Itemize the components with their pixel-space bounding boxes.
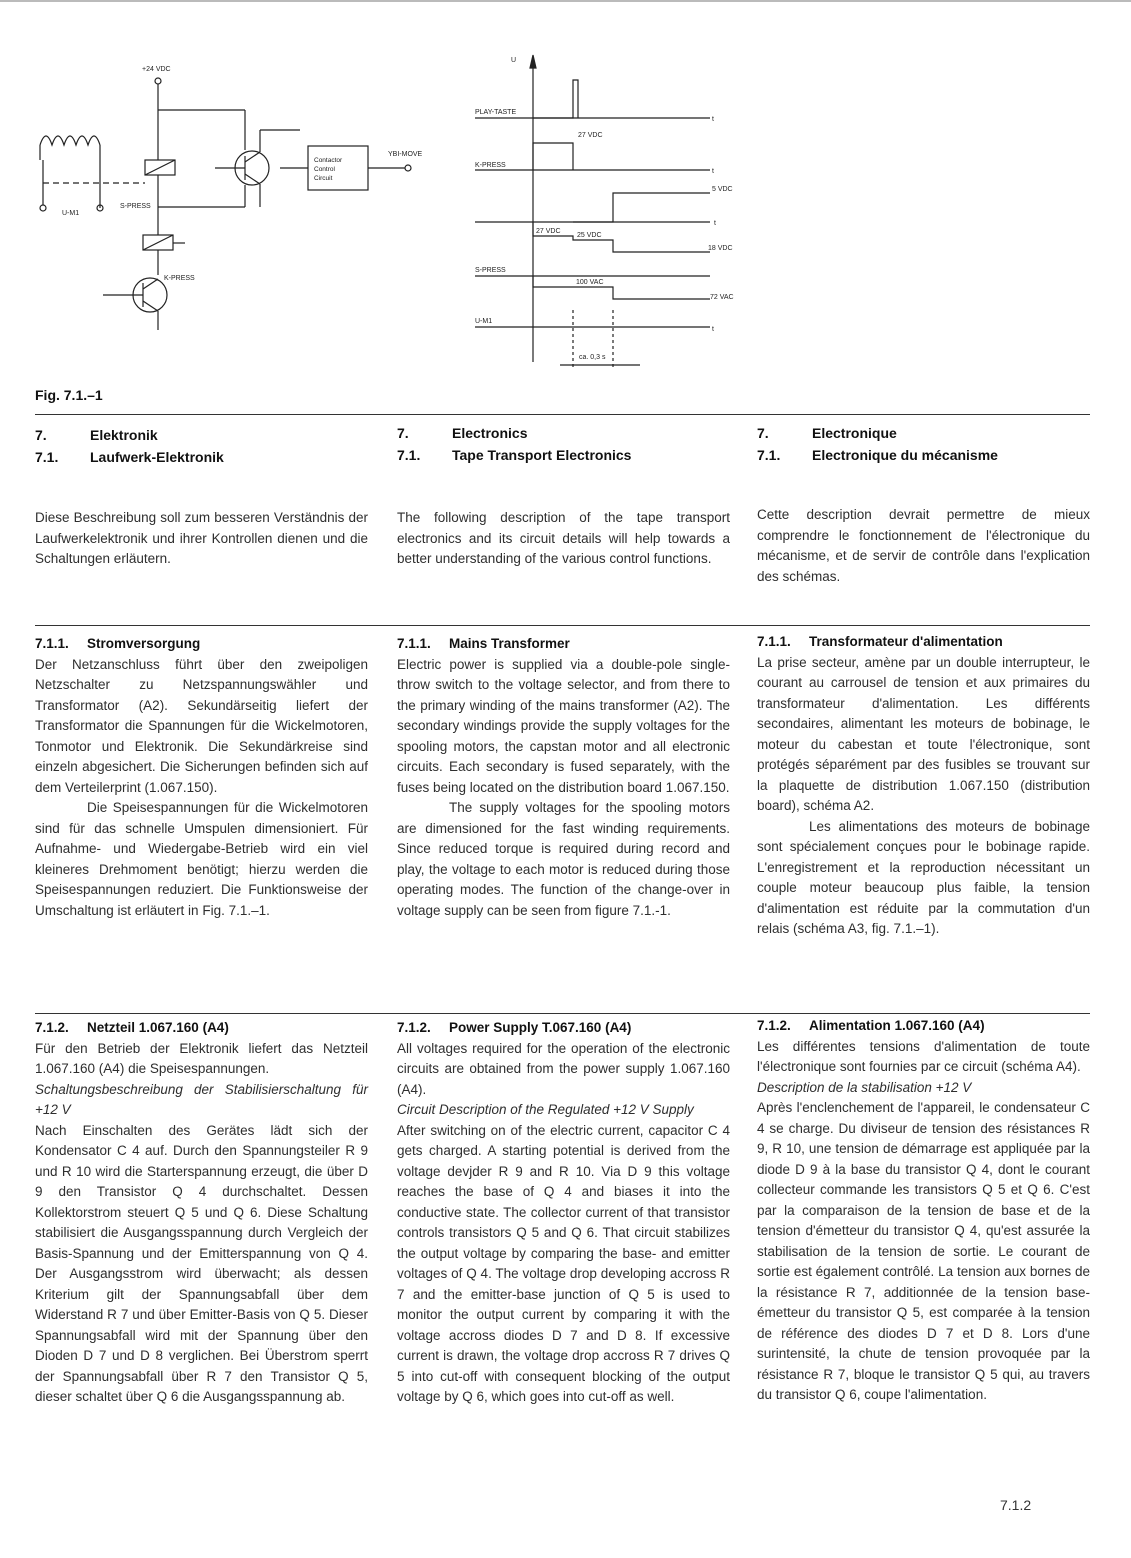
intro-en (397, 508, 730, 570)
heading-fr-num-2: 7.1. (757, 447, 781, 463)
heading-en (397, 422, 631, 466)
heading-fr-title-2: Electronique du mécanisme (812, 447, 998, 463)
section-711-de-p2: Die Speisespannungen für die Wickelmotoren sind für das schnelle Umspulen dimensioniert. Für Aufnahme- und Wiedergabe-Betrieb wird ein viel kleineres Drehmoment benötigt; hierzu werden die Speisespannungen reduziert. Die Funktionsweise der Umschaltung ist erläutert in Fig. 7.1.–1. (35, 800, 368, 918)
section-711-en (397, 634, 730, 921)
section-712-en-sub: Circuit Description of the Regulated +12 V Supply (397, 1102, 694, 1117)
level-5vdc: 5 VDC (712, 186, 733, 193)
k-press-label: K-PRESS (164, 275, 195, 282)
level-25vdc: 25 VDC (577, 232, 602, 239)
rule-711 (35, 625, 1090, 626)
section-712-fr (757, 1016, 1090, 1406)
heading-fr-title-1: Electronique (812, 425, 897, 441)
section-712-fr-p2: Après l'enclenchement de l'appareil, le condensateur C 4 se charge. Du diviseur de tension des résistances R 9, R 10, une tension de démarrage est appliquée par la diode D 9 à la base du transistor Q 4, dont le courant collecteur commande les transistors Q 5 et Q 6. C'est par la comparaison de la tension de base et de la tension d'émetteur du transistor Q 4, qu'est assurée la stabilisation de la tension de sortie. Le courant de sortie est également contrôlé. La tension aux bornes de la résistance R 7, additionnée de la tension base-émetteur du transistor Q 5, est comparée à la tension de référence des diodes D 7 et D 8. Lors d'une surintensité, la chute de tension provoquée par la résistance R 7, bloque le transistor Q 5 qui, au travers du transistor Q 6, coupe l'alimentation. (757, 1100, 1090, 1402)
rule-712 (35, 1013, 1090, 1014)
heading-en-num-1: 7. (397, 425, 409, 441)
ybi-label: YBI-MOVE (388, 151, 423, 158)
level-18vdc: 18 VDC (708, 245, 733, 252)
section-711-de-num: 7.1.1. (35, 636, 69, 651)
timing-diagram (475, 55, 710, 368)
t-label-4: t (712, 326, 714, 333)
section-712-de-title: Netzteil 1.067.160 (A4) (87, 1020, 229, 1035)
section-712-en-title: Power Supply T.067.160 (A4) (449, 1020, 632, 1035)
signal-play: PLAY-TASTE (475, 109, 517, 116)
section-711-fr-title: Transformateur d'alimentation (809, 634, 1003, 649)
circuit-schematic (40, 78, 411, 330)
section-712-de-p1: Für den Betrieb der Elektronik liefert das Netzteil 1.067.160 (A4) die Speisespannungen. (35, 1040, 368, 1076)
section-712-en-num: 7.1.2. (397, 1020, 431, 1035)
signal-s-press: S-PRESS (475, 267, 506, 274)
section-711-en-num: 7.1.1. (397, 636, 431, 651)
section-712-de-num: 7.1.2. (35, 1020, 69, 1035)
s-press-label: S-PRESS (120, 203, 151, 210)
section-712-fr-sub: Description de la stabilisation +12 V (757, 1079, 972, 1095)
supply-label: +24 VDC (142, 66, 171, 73)
box-line-2: Control (314, 166, 335, 173)
u-axis-label: U (511, 57, 517, 64)
rule-top (35, 414, 1090, 415)
box-line-1: Contactor (314, 157, 343, 164)
heading-de-num-1: 7. (35, 427, 47, 443)
heading-en-title-1: Electronics (452, 425, 528, 441)
heading-en-title-2: Tape Transport Electronics (452, 447, 632, 463)
section-711-de-p1: Der Netzanschluss führt über den zweipoligen Netzschalter zu Netzspannungswähler und Transformator (A2). Sekundärseitig liefert der Transformator die Spannungen für die Wickelmotoren, Tonmotor und Elektronik. Die Sekundärkreise sind einzeln abgesichert. Die Sicherungen befinden sich auf dem Verteilerprint (1.067.150). (35, 656, 368, 795)
section-712-en (397, 1018, 730, 1408)
section-712-de-sub: Schaltungsbeschreibung der Stabilisierschaltung für +12 V (35, 1081, 368, 1117)
page-number: 7.1.2 (1000, 1497, 1032, 1513)
figure-caption: Fig. 7.1.–1 (35, 387, 103, 403)
section-711-de (35, 634, 368, 921)
heading-de-title-1: Elektronik (90, 427, 158, 443)
section-712-fr-title: Alimentation 1.067.160 (A4) (809, 1018, 985, 1033)
intro-fr (757, 505, 1090, 587)
section-711-fr-num: 7.1.1. (757, 634, 791, 649)
level-72vac: 72 VAC (710, 294, 734, 301)
heading-de (35, 424, 224, 468)
t-label-1: t (712, 116, 714, 123)
intro-en-text: The following description of the tape transport electronics and its circuit details will help towards a better understanding of the various control functions. (397, 510, 730, 566)
section-711-fr-p2: Les alimentations des moteurs de bobinage sont spécialement conçues pour le bobinage rapide. L'enregistrement et la reproduction nécessitant un couple moteur beaucoup plus faible, la tension d'alimentation est réduite par la commutation d'un relais (schéma A3, fig. 7.1.–1). (757, 818, 1090, 936)
signal-u-m1: U-M1 (475, 318, 493, 325)
delay-label: ca. 0,3 s (579, 354, 606, 361)
section-712-en-p1: All voltages required for the operation of the electronic circuits are obtained from the power supply 1.067.160 (A4). (397, 1040, 730, 1097)
level-27vdc-a: 27 VDC (578, 132, 603, 139)
section-712-de (35, 1018, 368, 1408)
heading-fr (757, 422, 998, 466)
heading-de-num-2: 7.1. (35, 449, 59, 465)
section-711-fr (757, 632, 1090, 940)
section-712-de-p2: Nach Einschalten des Gerätes lädt sich der Kondensator C 4 auf. Durch den Spannungsteiler R 9 und R 10 wird die Starterspannung erzeugt, die über D 9 den Transistor Q 4 durchschaltet. Dessen Kollektorstrom steuert Q 5 und Q 6. Diese Schaltung stabilisiert die Ausgangsspannung durch Vergleich der Basis-Spannung und der Emitterspannung von Q 4. Der Ausgangsstrom wird überwacht; als dessen Kriterium gilt der Spannungsabfall über dem Widerstand R 7 und über Emitter-Basis von Q 5. Dieser Spannungsabfall wird mit der Spannung über den Dioden D 7 und D 8 verglichen. Bei Überstrom sperrt der Spannungsabfall über R 7 den Transistor Q 5, dieser schaltet über Q 6 die Ausgangsspannung ab. (35, 1122, 368, 1404)
heading-de-title-2: Laufwerk-Elektronik (90, 449, 224, 465)
timing-labels (475, 57, 734, 361)
heading-fr-num-1: 7. (757, 425, 769, 441)
level-27vdc-b: 27 VDC (536, 228, 561, 235)
signal-k-press: K-PRESS (475, 162, 506, 169)
section-711-en-p1: Electric power is supplied via a double-pole single-throw switch to the voltage selector, and from there to the primary winding of the mains transformer (A2). The secondary windings provide the supply voltages for the spooling motors, the capstan motor and all electronic circuits. Each secondary is fused separately, with the fuses being located on the distribution board 1.067.150. (397, 656, 730, 795)
section-711-fr-p1: La prise secteur, amène par un double interrupteur, le courant au carrousel de tension et aux primaires du transformateur d'alimentation. Les différents secondaires, alimentant les moteurs de bobinage, le moteur du cabestan et toute l'électronique, sont protégés séparément par des fusibles se trouvant sur la plaquette de distribution 1.067.150 (distribution board), schéma A2. (757, 654, 1090, 813)
section-712-fr-num: 7.1.2. (757, 1018, 791, 1033)
section-712-en-p2: After switching on of the electric current, capacitor C 4 gets charged. A starting potential is derived from the voltage devjder R 9 and R 10. Via D 9 this voltage reaches the base of Q 4 and biases it into the conductive state. The collector current of that transistor controls transistors Q 5 and Q 6. That circuit stabilizes the output voltage by comparing the base- and emitter voltages of Q 4. The voltage drop developing accross R 7 and the emitter-base junction of Q 5 is used to monitor the output current by comparing it with the voltage accross diodes D 7 and D 8. If excessive current is drawn, the voltage drop accross R 7 drives Q 5 into cut-off with consequent blocking of the output voltage by Q 6, which goes into cut-off as well. (397, 1122, 730, 1404)
section-711-de-title: Stromversorgung (87, 636, 201, 651)
intro-de (35, 508, 368, 570)
intro-de-text: Diese Beschreibung soll zum besseren Verständnis der Laufwerkelektronik und ihrer Kontrollen dienen und die Schaltungen erläutern. (35, 510, 368, 566)
switch-label: U-M1 (62, 210, 80, 217)
heading-en-num-2: 7.1. (397, 447, 421, 463)
intro-fr-text: Cette description devrait permettre de mieux comprendre le fonctionnement de l'électronique du mécanisme, et de servir de contrôle dans l'explication des schémas. (757, 507, 1090, 584)
level-100vac: 100 VAC (576, 279, 604, 286)
t-label-3: t (714, 220, 716, 227)
box-line-3: Circuit (314, 175, 333, 182)
figure-diagram (0, 0, 1131, 380)
section-711-en-title: Mains Transformer (449, 636, 570, 651)
t-label-2: t (712, 168, 714, 175)
section-711-en-p2: The supply voltages for the spooling motors are dimensioned for the fast winding requirements. Since reduced torque is required during record and play, the voltage to each motor is reduced during those operating modes. The function of the change-over in voltage supply can be seen from figure 7.1.-1. (397, 800, 730, 918)
section-712-fr-p1: Les différentes tensions d'alimentation de toute l'électronique sont fournies par ce circuit (schéma A4). (757, 1038, 1090, 1074)
